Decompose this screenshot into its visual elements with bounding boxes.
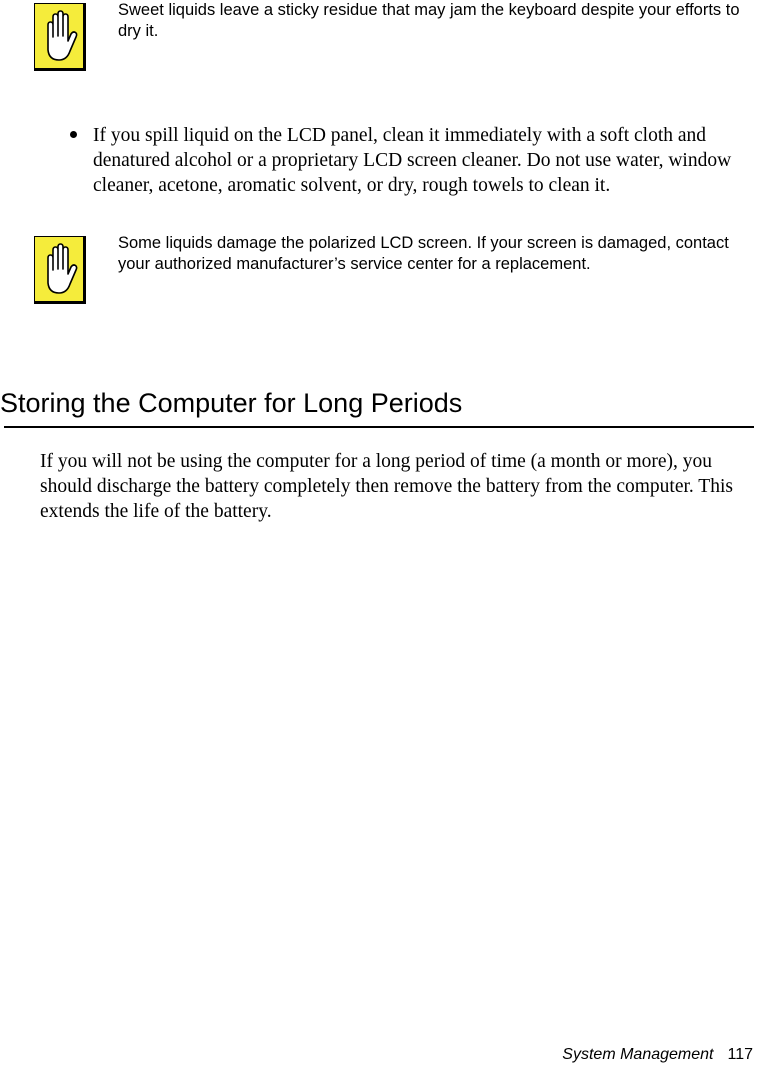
footer-chapter: System Management <box>562 1046 714 1063</box>
caution-note-text: Sweet liquids leave a sticky residue that may jam the keyboard despite your efforts to dry it. <box>118 1 740 40</box>
section-heading: Storing the Computer for Long Periods <box>0 388 463 418</box>
page-footer <box>562 1045 753 1065</box>
caution-hand-icon <box>34 3 86 71</box>
page-number: 117 <box>727 1046 753 1063</box>
caution-hand-icon <box>34 236 86 304</box>
bullet-text: If you spill liquid on the LCD panel, clean it immediately with a soft cloth and denatured alcohol or a proprietary LCD screen cleaner. Do not use water, window cleaner, acetone, aromatic solvent, or dry, rough towels to clean it. <box>93 125 732 196</box>
bullet-dot-icon <box>70 131 77 138</box>
list-item <box>70 123 754 198</box>
body-paragraph: If you will not be using the computer for a long period of time (a month or more), you should discharge the battery completely then remove the battery from the computer. This extends the life of the battery. <box>40 451 733 522</box>
caution-note-text: Some liquids damage the polarized LCD screen. If your screen is damaged, contact your authorized manufacturer’s service center for a replacement. <box>118 234 729 273</box>
heading-rule <box>4 426 754 428</box>
